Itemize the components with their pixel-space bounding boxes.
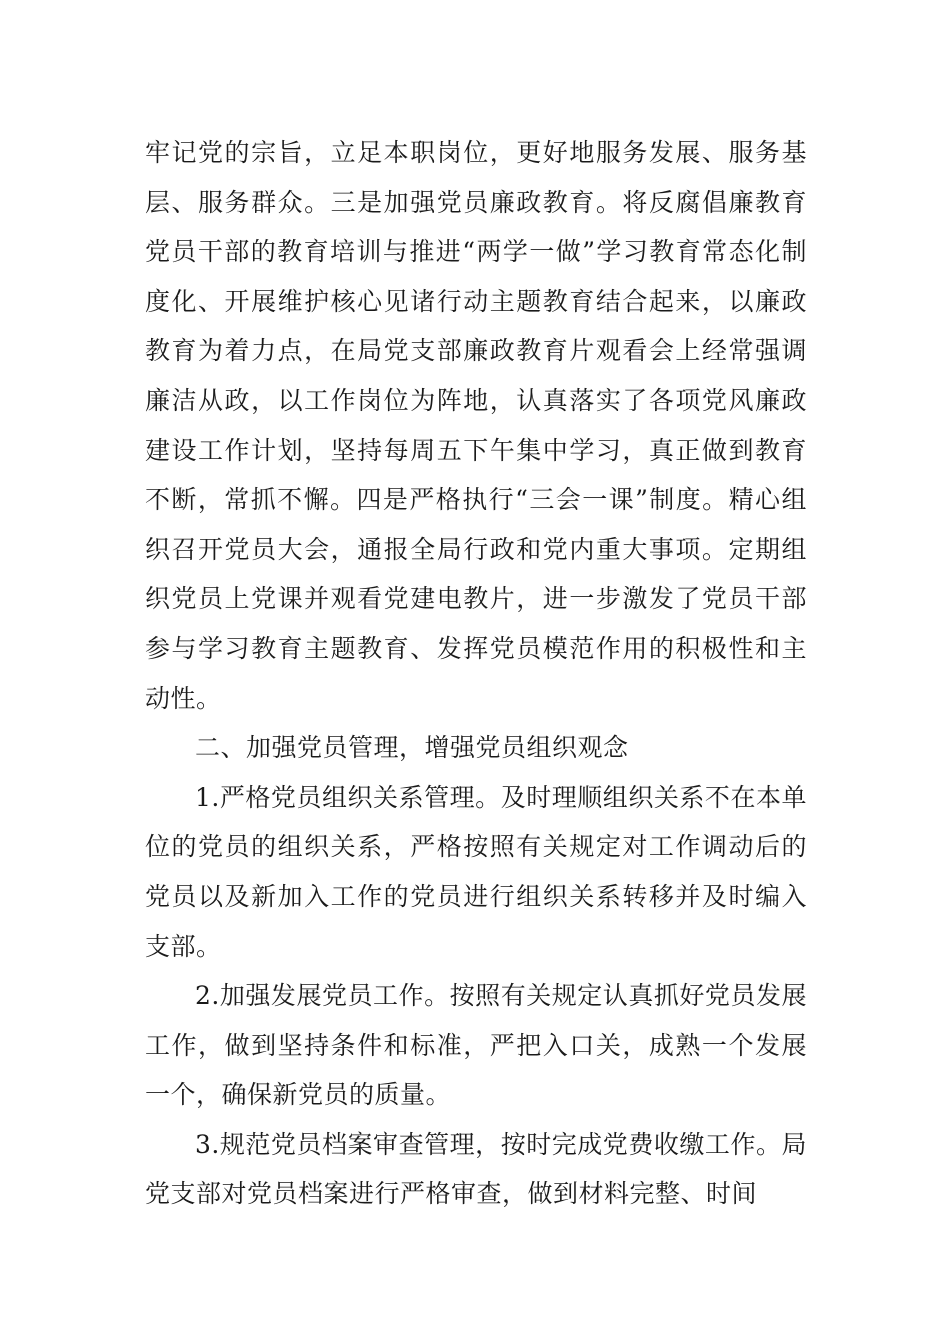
body-paragraph-continued: 牢记党的宗旨，立足本职岗位，更好地服务发展、服务基层、服务群众。三是加强党员廉政教育。将反腐倡廉教育党员干部的教育培训与推进“两学一做”学习教育常态化制度化、开展维护核心见诸行动主题教育结合起来，以廉政教育为着力点，在局党支部廉政教育片观看会上经常强调廉洁从政，以工作岗位为阵地，认真落实了各项党风廉政建设工作计划，坚持每周五下午集中学习，真正做到教育不断，常抓不懈。四是严格执行“三会一课”制度。精心组织召开党员大会，通报全局行政和党内重大事项。定期组织党员上党课并观看党建电教片，进一步激发了党员干部参与学习教育主题教育、发挥党员模范作用的积极性和主动性。 (145, 138, 807, 713)
body-paragraph-item-3: 3.规范党员档案审查管理，按时完成党费收缴工作。局党支部对党员档案进行严格审查，做到材料完整、时间 (145, 1129, 807, 1209)
body-paragraph-item-1: 1.严格党员组织关系管理。及时理顺组织关系不在本单位的党员的组织关系，严格按照有关规定对工作调动后的党员以及新加入工作的党员进行组织关系转移并及时编入支部。 (145, 782, 807, 961)
document-body (145, 128, 807, 1219)
section-heading-two: 二、加强党员管理，增强党员组织观念 (195, 733, 629, 763)
body-paragraph-item-2: 2.加强发展党员工作。按照有关规定认真抓好党员发展工作，做到坚持条件和标准，严把入口关，成熟一个发展一个，确保新党员的质量。 (145, 981, 807, 1110)
